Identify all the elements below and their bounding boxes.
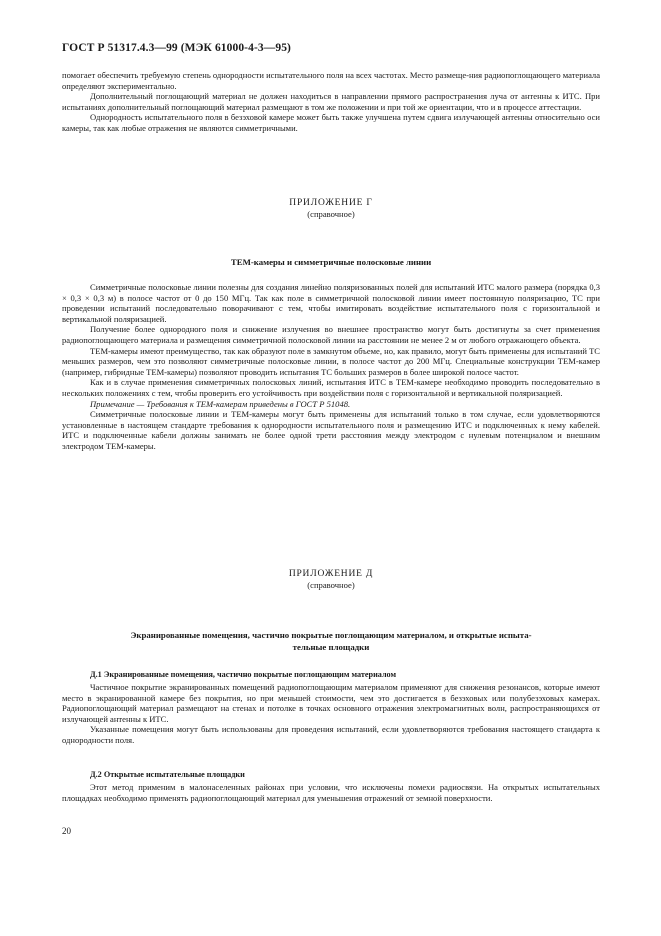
- appendix-d-subtitle: (справочное): [307, 580, 355, 590]
- section-d1-paragraph-2: Указанные помещения могут быть использованы для проведения испытаний, если удовлетворяются требования настоящего стандарта к однородности поля.: [62, 724, 600, 745]
- intro-text: [62, 70, 600, 134]
- page-number: 20: [62, 826, 71, 836]
- section-d1-title: Д.1 Экранированные помещения, частично покрытые поглощающим материалом: [90, 670, 397, 679]
- appendix-g-paragraph-2: Получение более однородного поля и снижение излучения во внешнее пространство могут быть достигнуты за счет применения радиопоглощающего материала и размещения симметричной полосковой линии на расстоянии не менее 2 м от любого отражающего объекта.: [62, 324, 600, 345]
- section-d1-paragraph-1: Частичное покрытие экранированных помещений радиопоглощающим материалом применяют для снижения резонансов, которые имеют место в экранированной камере без покрытия, но при меньшей стоимости, чем это достигается в безэховых или полубезэховых камерах. Радиопоглощающий материал размещают на стенах и потолке в точках основного отражения электромагнитных волн, распространяющихся от излучающей антенны к ИТС.: [62, 682, 600, 724]
- section-d2-paragraph-1: Этот метод применим в малонаселенных районах при условии, что исключены помехи радиосвязи. На открытых испытательных площадках необходимо применять радиопоглощающий материал для уменьшения отражений от земной поверхности.: [62, 782, 600, 803]
- appendix-g-text: [62, 282, 600, 452]
- appendix-g-subtitle: (справочное): [307, 209, 355, 219]
- appendix-d-heading-line-1: Экранированные помещения, частично покрытые поглощающим материалом, и открытые испыта-: [130, 630, 532, 640]
- section-d2-title: Д.2 Открытые испытательные площадки: [90, 770, 245, 779]
- appendix-d-title: ПРИЛОЖЕНИЕ Д: [288, 569, 374, 579]
- section-d1-text: [62, 682, 600, 746]
- intro-paragraph-3: Однородность испытательного поля в безэховой камере может быть также улучшена путем сдвига излучающей антенны относительно оси камеры, так как любые отражения не являются симметричными.: [62, 112, 600, 133]
- appendix-g-final-paragraph: Симметричные полосковые линии и ТЕМ-камеры могут быть применены для испытаний только в том случае, если удовлетворяются установленные в настоящем стандарте требования к однородности испытательного поля и размещению ИТС и подключенных к нему кабелей. ИТС и подключенные кабели должны занимать не более одной трети расстояния между электродом с нулевым потенциалом и внешним электродом ТЕМ-камеры.: [62, 409, 600, 451]
- appendix-g-heading: ТЕМ-камеры и симметричные полосковые линии: [230, 257, 432, 267]
- document-header: ГОСТ Р 51317.4.3—99 (МЭК 61000-4-3—95): [62, 42, 291, 54]
- appendix-g-note: Примечание — Требования к ТЕМ-камерам приведены в ГОСТ Р 51048.: [90, 398, 351, 409]
- section-d2-text: [62, 782, 600, 803]
- appendix-g-paragraph-1: Симметричные полосковые линии полезны для создания линейно поляризованных полей для испытаний ИТС малого размера (порядка 0,3 × 0,3 × 0,3 м) в полосе частот от 0 до 150 МГц. Так как поле в симметричной полосковой линии имеет постоянную поляризацию, ТС при проведении испытаний последовательно поворачивают с тем, чтобы имитировать воздействие испытательного поля с горизонтальной и вертикальной поляризацией.: [62, 282, 600, 324]
- appendix-g-paragraph-4: Как и в случае применения симметричных полосковых линий, испытания ИТС в ТЕМ-камере необходимо проводить последовательно в нескольких положениях с тем, чтобы проверить его устойчивость при воздействии поля с горизонтальной и вертикальной поляризацией.: [62, 377, 600, 398]
- intro-paragraph-2: Дополнительный поглощающий материал не должен находиться в направлении прямого распространения луча от антенны к ИТС. При испытаниях дополнительный поглощающий материал размещают в том же положении и при той же ориентации, что и в процессе аттестации.: [62, 91, 600, 112]
- appendix-d-heading-line-2: тельные площадки: [292, 642, 370, 652]
- intro-paragraph-1: помогает обеспечить требуемую степень однородности испытательного поля на всех частотах. Место размеще-ния радиопоглощающего материала определяют экспериментально.: [62, 70, 600, 91]
- appendix-g-paragraph-3: ТЕМ-камеры имеют преимущество, так как образуют поле в замкнутом объеме, но, как правило, могут быть применены для испытаний ТС меньших размеров, чем это позволяют симметричные полосковые линии, в полосе частот до 200 МГц. Специальные конструкции ТЕМ-камер (например, гибридные ТЕМ-камеры) позволяют проводить испытания ТС больших размеров в более широкой полосе частот.: [62, 345, 600, 377]
- appendix-g-title: ПРИЛОЖЕНИЕ Г: [289, 198, 373, 208]
